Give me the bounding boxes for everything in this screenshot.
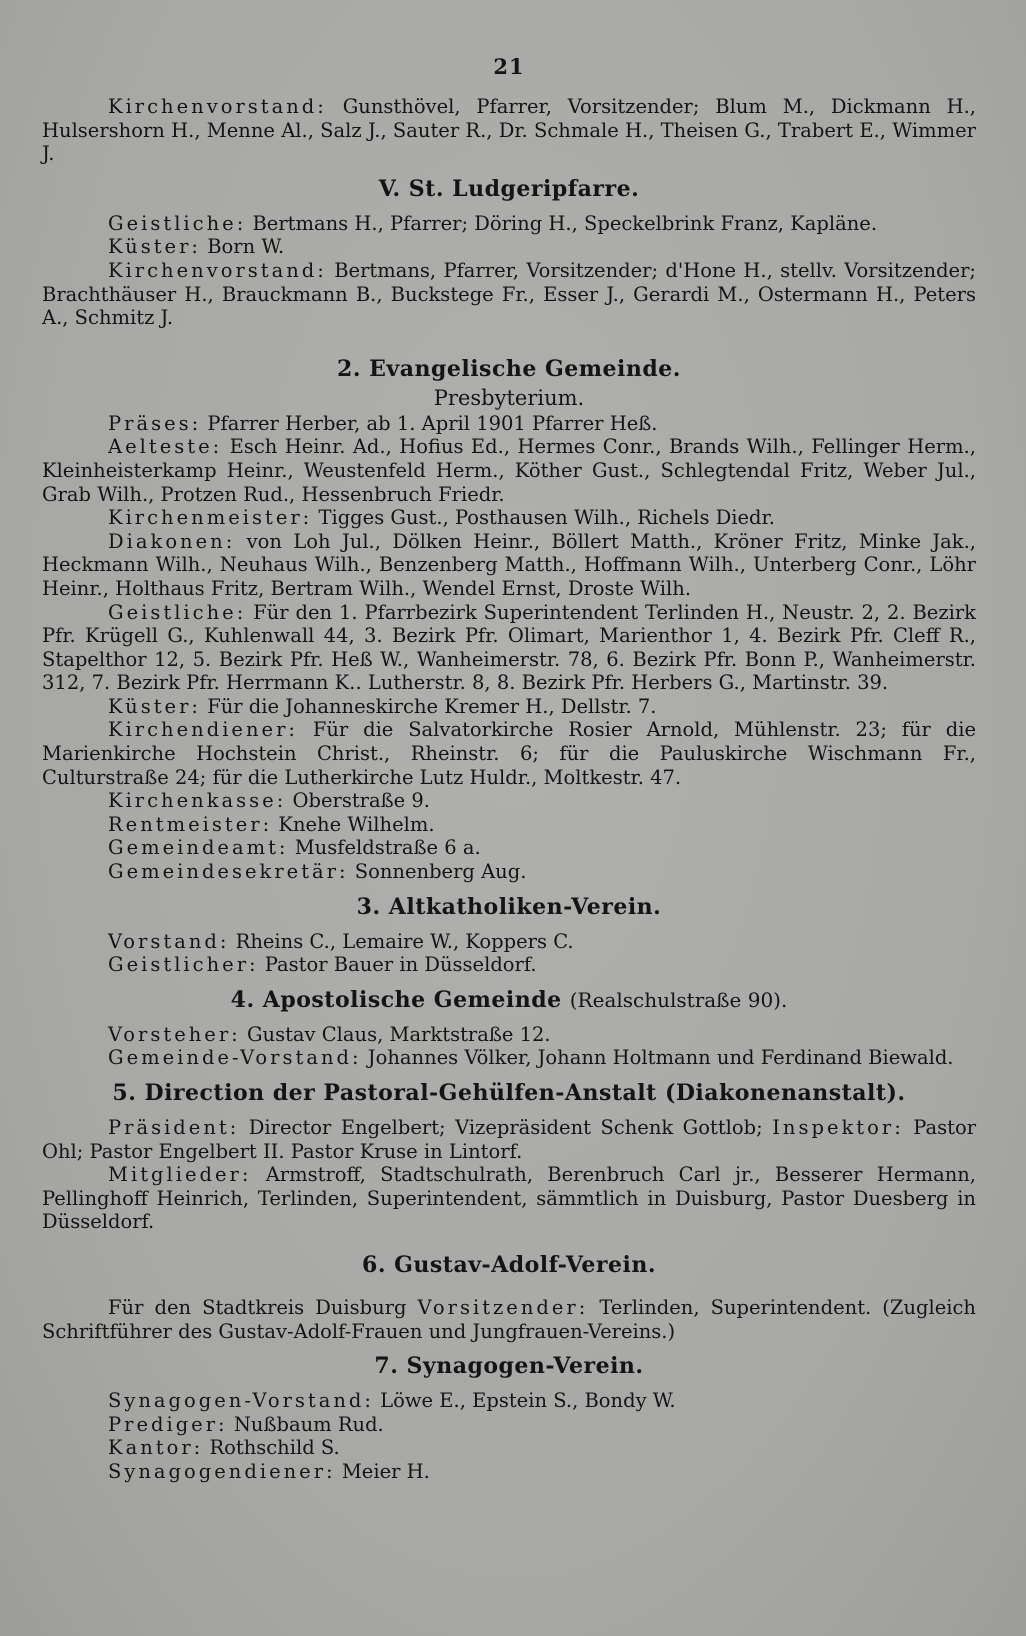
kirchenkasse-entry (42, 789, 976, 813)
entry-text: Für den Stadtkreis Duisburg (108, 1295, 407, 1319)
entry-label: Kirchenvorstand: (108, 258, 327, 282)
entry-text: Nußbaum Rud. (233, 1412, 384, 1436)
section-title-apostolisch (42, 985, 976, 1015)
entry-text: Oberstraße 9. (292, 789, 430, 813)
syn-vorstand-entry (42, 1389, 976, 1413)
entry-text: Armstroff, Stadtschulrath, Berenbruch Carl jr., Besserer Hermann, Pellinghoff Heinrich, Terlinden, Superintendent, sämmtlich in Duisburg, Pastor Duesberg in Düsseldorf. (42, 1163, 977, 1234)
entry-label: Kirchenmeister: (108, 506, 313, 530)
entry-label: Mitglieder: (108, 1163, 252, 1187)
entry-label: Aelteste: (108, 435, 223, 459)
entry-label: Diakonen: (108, 529, 236, 553)
entry-label: Gemeindesekretär: (108, 860, 349, 884)
entry-text: Pastor Bauer in Düsseldorf. (264, 953, 537, 977)
entry-text: Meier H. (341, 1459, 430, 1483)
gemeindeamt-entry (42, 836, 976, 860)
title-suffix: (Realschulstraße 90). (569, 987, 788, 1012)
entry-text: Sonnenberg Aug. (354, 860, 527, 884)
entry-text: Johannes Völker, Johann Holtmann und Ferdinand Biewald. (367, 1046, 954, 1070)
altkath-vorstand-entry (42, 930, 976, 954)
section-title-synagogen: 7. Synagogen-Verein. (374, 1353, 644, 1380)
praesident-entry (42, 1116, 976, 1163)
diakonen-entry (42, 530, 976, 601)
entry-label: Präsident: (108, 1116, 240, 1139)
kirchenmeister-entry (42, 506, 976, 530)
entry-text: Bertmans H., Pfarrer; Döring H., Speckelbrink Franz, Kapläne. (252, 211, 878, 235)
praeses-entry (42, 412, 976, 436)
entry-label: Inspektor: (772, 1116, 904, 1139)
section-title-gustav: 6. Gustav-Adolf-Verein. (362, 1251, 656, 1278)
entry-label: Geistlicher: (108, 953, 259, 977)
entry-text: Gunsthövel, Pfarrer, Vorsitzender; Blum M., Dickmann H., Hulsershorn H., Menne Al., Salz J., Sauter R., Dr. Schmale H., Theisen G., Trabert E., Wimmer J. (42, 95, 976, 166)
rentmeister-entry (42, 813, 976, 837)
entry-label: Gemeindeamt: (108, 836, 289, 860)
section-title-altkatholiken: 3. Altkatholiken-Verein. (356, 893, 662, 920)
entry-label: Kirchendiener: (108, 718, 298, 742)
altkath-geistlicher-entry (42, 953, 976, 977)
gemeindesekretaer-entry (42, 860, 976, 884)
entry-text: Löwe E., Epstein S., Bondy W. (380, 1389, 676, 1413)
gemeindevorstand-entry (42, 1046, 976, 1070)
entry-label: Präses: (108, 411, 202, 435)
entry-text: Pastor Ohl; Pastor Engelbert II. Pastor Kruse in Lintorf. (42, 1116, 977, 1163)
entry-text: von Loh Jul., Dölken Heinr., Böllert Matth., Kröner Fritz, Minke Jak., Heckmann Wilh., Neuhaus Wilh., Benzenberg Matth., Hoffmann Wilh., Unterberg Conr., Löhr Heinr., Holthaus Fritz, Bertram Wilh., Wendel Ernst, Droste Wilh. (42, 529, 977, 600)
entry-text: Tigges Gust., Posthausen Wilh., Richels Diedr. (318, 506, 775, 530)
section-title-evangelisch: 2. Evangelische Gemeinde. (337, 355, 681, 382)
ludgeri-geistliche-entry (42, 212, 976, 236)
entry-label: Prediger: (108, 1412, 228, 1436)
vorsteher-entry (42, 1023, 976, 1047)
kuester-entry (42, 695, 976, 719)
entry-label: Kirchenvorstand: (108, 95, 327, 118)
kirchenvorstand-entry (42, 95, 976, 166)
mitglieder-entry (42, 1163, 976, 1234)
entry-text: Esch Heinr. Ad., Hofius Ed., Hermes Conr., Brands Wilh., Fellinger Herm., Kleinheisterkamp Heinr., Weustenfeld Herm., Köther Gust., Schlegtendal Fritz, Weber Jul., Grab Wilh., Protzen Rud., Hessenbruch Friedr. (42, 435, 976, 506)
entry-label: Küster: (108, 694, 201, 718)
kirchendiener-entry (42, 718, 976, 789)
entry-label: Kantor: (108, 1436, 204, 1460)
aelteste-entry (42, 435, 976, 506)
entry-text: Rheins C., Lemaire W., Koppers C. (235, 929, 574, 953)
entry-label: Küster: (108, 235, 201, 259)
entry-label: Rentmeister: (108, 812, 273, 836)
entry-label: Vorsteher: (108, 1022, 241, 1046)
gustav-entry (42, 1296, 976, 1343)
entry-text: Gustav Claus, Marktstraße 12. (246, 1022, 551, 1046)
entry-label: Synagogendiener: (108, 1459, 336, 1483)
entry-label: Geistliche: (108, 211, 247, 235)
section-subtitle-presbyterium: Presbyterium. (433, 385, 585, 410)
ludgeri-kirchenvorstand-entry (42, 259, 976, 330)
entry-text: Für die Johanneskirche Kremer H., Dellstr. 7. (207, 694, 657, 718)
entry-text: Pfarrer Herber, ab 1. April 1901 Pfarrer Heß. (207, 411, 658, 435)
synagogendiener-entry (42, 1460, 976, 1484)
entry-text: Für die Salvatorkirche Rosier Arnold, Mühlenstr. 23; für die Marienkirche Hochstein Christ., Rheinstr. 6; für die Pauluskirche Wischmann Fr., Culturstraße 24; für die Lutherkirche Lutz Huldr., Moltkestr. 47. (42, 718, 976, 789)
entry-text: Für den 1. Pfarrbezirk Superintendent Terlinden H., Neustr. 2, 2. Bezirk Pfr. Krügell G., Kuhlenwall 44, 3. Bezirk Pfr. Olimart, Marienthor 1, 4. Bezirk Pfr. Cleff R., Stapelthor 12, 5. Bezirk Pfr. Heß W., Wanheimerstr. 78, 6. Bezirk Pfr. Bonn P., Wanheimerstr. 312, 7. Bezirk Pfr. Herrmann K.. Lutherstr. 8, 8. Bezirk Pfr. Herbers G., Martinstr. 39. (42, 600, 976, 695)
entry-label: Gemeinde-Vorstand: (108, 1046, 362, 1070)
section-title-ludgeri: V. St. Ludgeripfarre. (378, 175, 640, 202)
entry-text: Musfeldstraße 6 a. (294, 836, 481, 860)
entry-text: Born W. (207, 235, 285, 259)
prediger-entry (42, 1413, 976, 1437)
entry-text: Terlinden, Superintendent. (Zugleich Schriftführer des Gustav-Adolf-Frauen und Jungfrauen-Vereins.) (42, 1295, 976, 1343)
entry-text: Bertmans, Pfarrer, Vorsitzender; d'Hone H., stellv. Vorsitzender; Brachthäuser H., Brauckmann B., Buckstege Fr., Esser J., Gerardi M., Ostermann H., Peters A., Schmitz J. (42, 258, 976, 330)
title-main: 4. Apostolische Gemeinde (230, 986, 562, 1013)
entry-label: Vorsitzender: (417, 1295, 589, 1319)
kantor-entry (42, 1436, 976, 1460)
page-number: 21 (493, 54, 525, 79)
entry-label: Kirchenkasse: (108, 789, 287, 813)
geistliche-entry (42, 601, 976, 695)
entry-label: Synagogen-Vorstand: (108, 1389, 374, 1413)
entry-text: Knehe Wilhelm. (278, 812, 435, 836)
ludgeri-kuester-entry (42, 235, 976, 259)
entry-text: Rothschild S. (209, 1436, 340, 1460)
entry-label: Vorstand: (108, 929, 230, 953)
entry-text: Director Engelbert; Vizepräsident Schenk Gottlob; (248, 1116, 763, 1139)
entry-label: Geistliche: (108, 600, 247, 624)
section-title-direction: 5. Direction der Pastoral-Gehülfen-Anstalt (Diakonenanstalt). (112, 1080, 906, 1106)
